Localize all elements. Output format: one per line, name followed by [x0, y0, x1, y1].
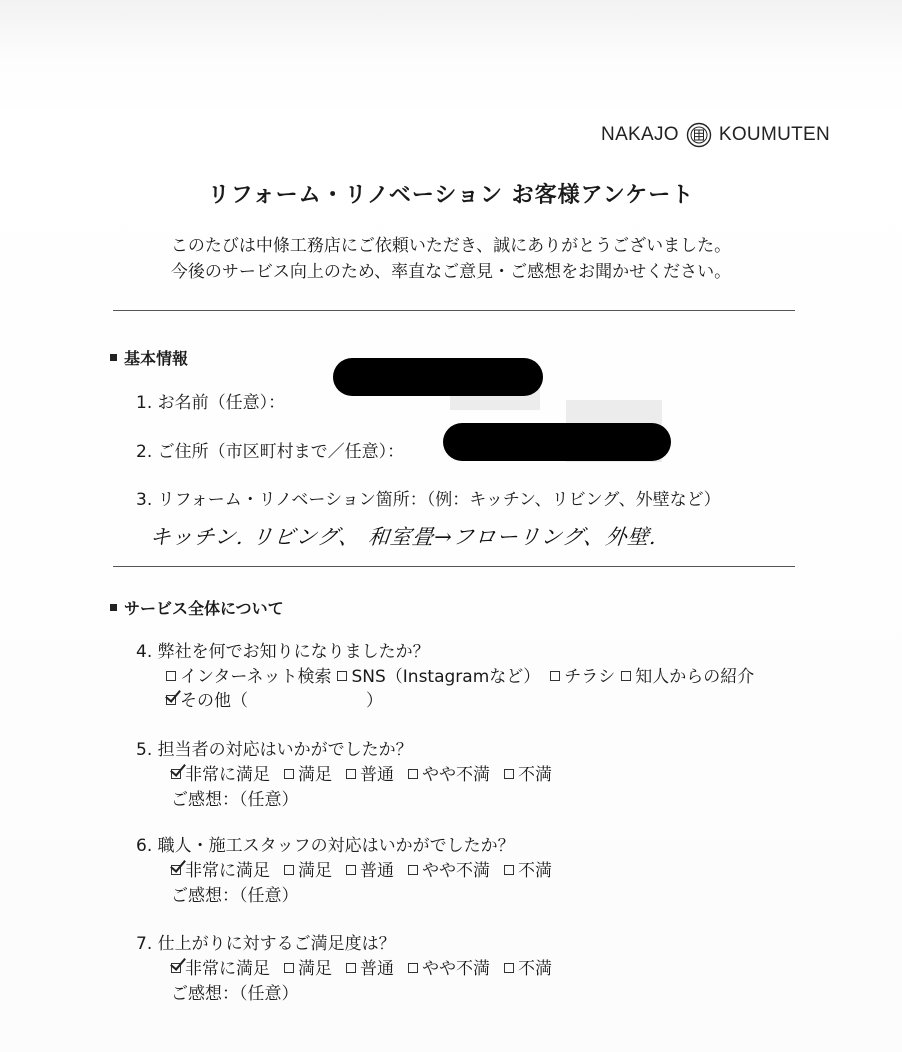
redacted-address: [443, 423, 671, 461]
checkbox[interactable]: [284, 769, 294, 779]
q6-option-somewhat-dissatisfied[interactable]: やや不満: [408, 856, 490, 881]
page-title: リフォーム・リノベーション お客様アンケート: [207, 183, 695, 208]
checkbox[interactable]: [408, 963, 418, 973]
brand-name-left: NAKAJO: [601, 124, 679, 145]
q7-option-neutral[interactable]: 普通: [346, 954, 394, 979]
checkbox-checked[interactable]: [166, 695, 176, 705]
section-basic-info: [110, 346, 188, 369]
q5-rating: [171, 760, 566, 785]
q6-option-neutral[interactable]: 普通: [346, 856, 394, 881]
q4-option-other[interactable]: その他（ ）: [166, 686, 383, 711]
checkbox[interactable]: [166, 671, 176, 681]
q4-option-sns[interactable]: SNS（Instagramなど）: [337, 662, 540, 687]
q6-option-dissatisfied[interactable]: 不満: [504, 856, 552, 881]
q5-option-satisfied[interactable]: 満足: [284, 760, 332, 785]
q4-option-referral[interactable]: 知人からの紹介: [621, 662, 754, 687]
divider: [113, 566, 795, 567]
bullet-square-icon: [110, 354, 117, 361]
q6-comment-label: ご感想：（任意）: [171, 886, 299, 906]
checkbox[interactable]: [504, 769, 514, 779]
q6-option-satisfied[interactable]: 満足: [284, 856, 332, 881]
q4-option-internet[interactable]: インターネット検索: [166, 662, 331, 687]
bullet-square-icon: [110, 604, 117, 611]
q7-comment-label: ご感想：（任意）: [171, 984, 299, 1004]
checkbox[interactable]: [346, 865, 356, 875]
q7-option-satisfied[interactable]: 満足: [284, 954, 332, 979]
q6-rating: [171, 856, 566, 881]
q7-option-very-satisfied[interactable]: 非常に満足: [171, 954, 270, 979]
nakajo-emblem-icon: [686, 122, 712, 148]
checkbox[interactable]: [504, 865, 514, 875]
checkbox[interactable]: [284, 963, 294, 973]
q7-option-dissatisfied[interactable]: 不満: [504, 954, 552, 979]
section-heading: 基本情報: [124, 349, 189, 368]
checkbox-checked[interactable]: [171, 865, 181, 875]
question-5: 5. 担当者の対応はいかがでしたか？: [136, 740, 413, 760]
checkbox-checked[interactable]: [171, 963, 181, 973]
checkbox[interactable]: [408, 865, 418, 875]
q5-option-somewhat-dissatisfied[interactable]: やや不満: [408, 760, 490, 785]
redacted-name: [333, 358, 543, 396]
checkbox[interactable]: [408, 769, 418, 779]
brand-logo: [601, 122, 830, 148]
section-heading: サービス全体について: [124, 599, 284, 618]
q6-option-very-satisfied[interactable]: 非常に満足: [171, 856, 270, 881]
question-renovation-area: 3. リフォーム・リノベーション箇所：（例：キッチン、リビング、外壁など）: [136, 490, 721, 510]
checkbox[interactable]: [346, 769, 356, 779]
q5-comment-label: ご感想：（任意）: [171, 790, 299, 810]
checkbox[interactable]: [346, 963, 356, 973]
checkbox-checked[interactable]: [171, 769, 181, 779]
intro-line-1: このたびは中條工務店にご依頼いただき、誠にありがとうございました。: [170, 236, 732, 256]
checkbox[interactable]: [504, 963, 514, 973]
question-address: 2. ご住所（市区町村まで／任意）：: [136, 442, 405, 462]
checkbox[interactable]: [284, 865, 294, 875]
q5-option-dissatisfied[interactable]: 不満: [504, 760, 552, 785]
q4-options: [166, 662, 754, 687]
question-4: 4. 弊社を何でお知りになりましたか？: [136, 642, 430, 662]
q5-option-very-satisfied[interactable]: 非常に満足: [171, 760, 270, 785]
checkbox[interactable]: [621, 671, 631, 681]
section-service: [110, 596, 284, 619]
question-name: 1. お名前（任意）：: [136, 393, 286, 413]
q7-option-somewhat-dissatisfied[interactable]: やや不満: [408, 954, 490, 979]
q7-rating: [171, 954, 566, 979]
handwritten-answer[interactable]: キッチン. リビング、 和室畳→フローリング、外壁.: [148, 525, 659, 549]
q5-option-neutral[interactable]: 普通: [346, 760, 394, 785]
q4-option-flyer[interactable]: チラシ: [550, 662, 615, 687]
brand-name-right: KOUMUTEN: [718, 124, 830, 145]
divider: [113, 310, 795, 311]
question-7: 7. 仕上がりに対するご満足度は？: [136, 934, 396, 954]
intro-line-2: 今後のサービス向上のため、率直なご意見・ご感想をお聞かせください。: [170, 262, 732, 282]
checkbox[interactable]: [550, 671, 560, 681]
question-6: 6. 職人・施工スタッフの対応はいかがでしたか？: [136, 836, 515, 856]
checkbox[interactable]: [337, 671, 347, 681]
